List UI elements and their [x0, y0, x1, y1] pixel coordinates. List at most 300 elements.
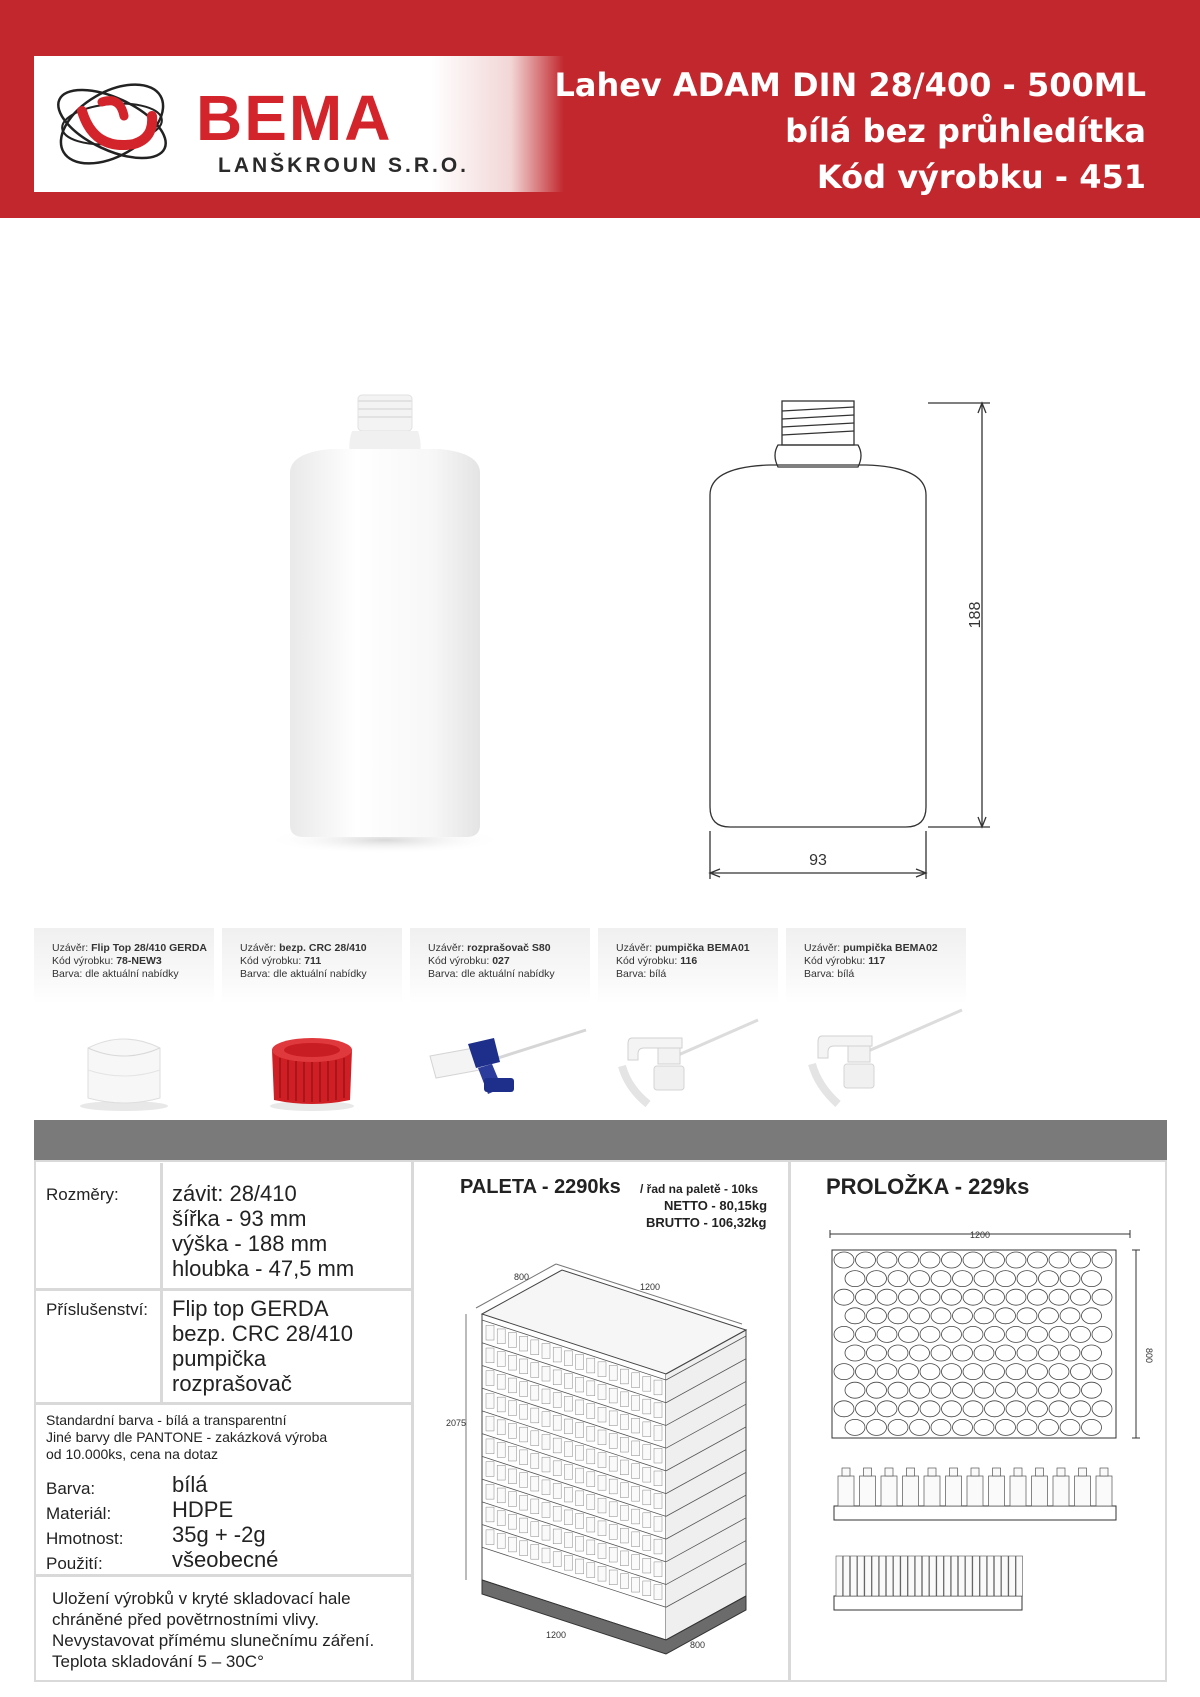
side-bottle	[843, 1556, 850, 1596]
accessory-color: dle aktuální nabídky	[85, 968, 179, 980]
interlayer-cell	[996, 1345, 1016, 1361]
bottle-photo	[260, 385, 510, 855]
interlayer-cell	[974, 1271, 994, 1287]
pallet-bottle	[620, 1483, 628, 1498]
interlayer-cell	[1082, 1419, 1102, 1435]
interlayer-cell	[1071, 1401, 1091, 1417]
accessory-color-label: Barva:	[616, 968, 647, 980]
pallet-bottle	[632, 1577, 640, 1592]
pallet-bottle	[542, 1548, 550, 1563]
pallet-bottle	[643, 1513, 651, 1528]
brand-name: BEMA	[196, 82, 393, 154]
pallet-bottle	[620, 1369, 628, 1384]
interlayer-cell	[1082, 1308, 1102, 1324]
pallet-bottle	[531, 1340, 539, 1355]
interlayer-cell	[931, 1382, 951, 1398]
dimension-height: výška - 188 mm	[172, 1231, 328, 1256]
pallet-bottle	[576, 1536, 584, 1551]
pallet-bottle	[643, 1536, 651, 1551]
interlayer-cell	[1039, 1271, 1059, 1287]
pallet-bottle	[587, 1449, 595, 1464]
interlayer-cell	[942, 1364, 962, 1380]
pallet-bottle	[531, 1522, 539, 1537]
side-bottle	[958, 1556, 965, 1596]
note-line: Standardní barva - bílá a transparentní	[46, 1412, 287, 1428]
pallet-bottle	[497, 1352, 505, 1367]
pallet-bottle	[564, 1510, 572, 1525]
pallet-bottle	[654, 1380, 662, 1395]
pallet-bottom-width-label: 1200	[546, 1630, 567, 1640]
side-bottle	[930, 1556, 937, 1596]
pallet-bottle	[587, 1426, 595, 1441]
pallet-bottle	[576, 1377, 584, 1392]
pallet-bottle	[576, 1423, 584, 1438]
pallet-bottle	[576, 1514, 584, 1529]
interlayer-cell	[834, 1252, 854, 1268]
interlayer-cell	[1092, 1289, 1112, 1305]
pallet-bottle	[486, 1416, 494, 1431]
pallet-bottle	[654, 1585, 662, 1600]
pallet-bottle	[508, 1514, 516, 1529]
pallet-bottle	[497, 1374, 505, 1389]
interlayer-title: PROLOŽKA - 229ks	[826, 1174, 1030, 1199]
interlayer-cell	[1039, 1419, 1059, 1435]
accessory-card	[786, 928, 966, 1004]
interlayer-cell	[1092, 1326, 1112, 1342]
pallet-bottle	[564, 1396, 572, 1411]
pallet-bottle	[542, 1434, 550, 1449]
pallet-bottle	[564, 1351, 572, 1366]
side-bottle-neck	[885, 1468, 893, 1476]
interlayer-cell	[1071, 1364, 1091, 1380]
column-divider	[411, 1160, 414, 1682]
side-bottle	[1016, 1556, 1023, 1596]
side-bottle-neck	[907, 1468, 915, 1476]
pallet-bottle	[497, 1397, 505, 1412]
pallet-bottle	[632, 1464, 640, 1479]
side-bottle	[989, 1476, 1005, 1506]
pallet-drawing	[446, 1250, 786, 1650]
pallet-bottle	[553, 1506, 561, 1521]
pallet-bottle	[486, 1484, 494, 1499]
pallet-bottle	[654, 1494, 662, 1509]
interlayer-cell	[834, 1326, 854, 1342]
side-bottle	[860, 1476, 876, 1506]
accessory-name: bezp. CRC 28/410	[279, 942, 367, 954]
interlayer-cell	[974, 1345, 994, 1361]
side-bottle	[915, 1556, 922, 1596]
interlayer-cell	[942, 1326, 962, 1342]
interlayer-cell	[920, 1289, 940, 1305]
dimension-depth: hloubka - 47,5 mm	[172, 1256, 355, 1281]
accessory-item: rozprašovač	[172, 1371, 292, 1396]
pallet-bottle	[643, 1467, 651, 1482]
interlayer-cell	[942, 1401, 962, 1417]
side-bottle	[872, 1556, 879, 1596]
pallet-bottle	[486, 1325, 494, 1340]
dimensions-label: Rozměry:	[46, 1185, 119, 1204]
note-line: chráněné před povětrnostními vlivy.	[52, 1610, 320, 1629]
pallet-bottle	[520, 1473, 528, 1488]
pallet-bottle	[497, 1420, 505, 1435]
accessory-pump-bema01[interactable]	[598, 928, 778, 1120]
interlayer-cell	[1028, 1252, 1048, 1268]
interlayer-cell	[931, 1308, 951, 1324]
pallet-bottle	[632, 1555, 640, 1570]
pallet-bottle	[508, 1469, 516, 1484]
pallet-bottle	[576, 1445, 584, 1460]
pallet-bottle	[587, 1381, 595, 1396]
interlayer-cell	[931, 1345, 951, 1361]
interlayer-cell	[1060, 1382, 1080, 1398]
accessory-name: rozprašovač S80	[467, 942, 551, 954]
pallet-bottle	[609, 1365, 617, 1380]
accessory-pump-bema02[interactable]	[786, 928, 966, 1120]
pallet-bottle	[654, 1471, 662, 1486]
pallet-bottle	[486, 1462, 494, 1477]
prop-label-weight: Hmotnost:	[46, 1529, 124, 1548]
pallet-bottle	[531, 1408, 539, 1423]
interlayer-cell	[1028, 1289, 1048, 1305]
crc-cap-icon	[222, 1008, 402, 1120]
interlayer-cell	[931, 1419, 951, 1435]
interlayer-cell	[920, 1252, 940, 1268]
accessory-label: Uzávěr:	[616, 942, 653, 954]
interlayer-cell	[845, 1345, 865, 1361]
pallet-bottle	[654, 1516, 662, 1531]
accessory-label: Uzávěr:	[52, 942, 89, 954]
interlayer-cell	[845, 1419, 865, 1435]
interlayer-cell	[910, 1271, 930, 1287]
accessory-color: dle aktuální nabídky	[461, 968, 555, 980]
interlayer-cell	[1071, 1326, 1091, 1342]
dimensions-values	[172, 1181, 354, 1281]
interlayer-cell	[910, 1308, 930, 1324]
pallet-bottle	[609, 1547, 617, 1562]
pallet-bottle	[643, 1558, 651, 1573]
cell-divider	[160, 1163, 163, 1402]
accessory-label: Uzávěr:	[428, 942, 465, 954]
pallet-bottle	[508, 1424, 516, 1439]
pallet-bottle	[553, 1461, 561, 1476]
pallet-bottle	[632, 1509, 640, 1524]
side-bottle	[838, 1476, 854, 1506]
pallet-bottle	[598, 1430, 606, 1445]
title-line-3: Kód výrobku - 451	[816, 158, 1146, 196]
accessory-card	[222, 928, 402, 1004]
side-bottle-neck	[993, 1468, 1001, 1476]
accessory-code-label: Kód výrobku:	[428, 955, 490, 967]
interlayer-cell	[1082, 1382, 1102, 1398]
interlayer-cell	[1028, 1401, 1048, 1417]
pallet-bottle	[542, 1525, 550, 1540]
pallet-bottle	[520, 1450, 528, 1465]
pallet-bottle	[598, 1566, 606, 1581]
interlayer-cell	[920, 1401, 940, 1417]
pallet-bottle	[486, 1530, 494, 1545]
interlayer-cell	[888, 1271, 908, 1287]
interlayer-cell	[899, 1252, 919, 1268]
interlayer-cell	[910, 1382, 930, 1398]
company-logo	[34, 56, 564, 192]
pallet-bottle	[576, 1400, 584, 1415]
accessory-code: 116	[680, 955, 698, 967]
interlayer-cell	[1006, 1401, 1026, 1417]
pallet-bottle	[632, 1396, 640, 1411]
pallet-bottle	[508, 1401, 516, 1416]
pallet-bottle	[497, 1465, 505, 1480]
pallet-bottle	[609, 1456, 617, 1471]
pallet-bottle	[508, 1537, 516, 1552]
interlayer-cell	[996, 1271, 1016, 1287]
pallet-bottle	[587, 1563, 595, 1578]
accessory-color-label: Barva:	[240, 968, 271, 980]
interlayer-cell	[1006, 1252, 1026, 1268]
pallet-bottle	[620, 1415, 628, 1430]
interlayer-cell	[877, 1289, 897, 1305]
pallet-bottle	[564, 1442, 572, 1457]
side-bottle	[881, 1476, 897, 1506]
interlayer-cell	[856, 1326, 876, 1342]
side-bottle-neck	[950, 1468, 958, 1476]
pallet-bottle	[643, 1490, 651, 1505]
accessory-trigger-sprayer[interactable]	[410, 928, 590, 1120]
interlayer-cell	[942, 1289, 962, 1305]
pallet-bottle	[598, 1475, 606, 1490]
pallet-bottle	[486, 1371, 494, 1386]
interlayer-cell	[1049, 1401, 1069, 1417]
interlayer-cell	[856, 1401, 876, 1417]
interlayer-cell	[996, 1308, 1016, 1324]
pallet-bottle	[576, 1491, 584, 1506]
interlayer-cell	[963, 1252, 983, 1268]
interlayer-cell	[985, 1364, 1005, 1380]
interlayer-cell	[1017, 1345, 1037, 1361]
pallet-bottle	[520, 1518, 528, 1533]
interlayer-cell	[1028, 1326, 1048, 1342]
dimension-thread: závit: 28/410	[172, 1181, 297, 1206]
accessory-code: 117	[868, 955, 886, 967]
pallet-bottle	[587, 1472, 595, 1487]
pallet-title: PALETA - 2290ks	[460, 1176, 621, 1198]
pallet-bottle	[531, 1431, 539, 1446]
pallet-bottle	[508, 1446, 516, 1461]
interlayer-cell	[920, 1326, 940, 1342]
side-bottle-neck	[1100, 1468, 1108, 1476]
properties-values	[172, 1472, 278, 1572]
side-bottle	[908, 1556, 915, 1596]
pallet-bottle	[576, 1468, 584, 1483]
accessory-card	[410, 928, 590, 1004]
interlayer-cell	[867, 1271, 887, 1287]
interlayer-depth-label: 800	[1144, 1348, 1154, 1364]
prop-value-color: bílá	[172, 1472, 208, 1497]
side-bottle	[1002, 1556, 1009, 1596]
interlayer-cell	[867, 1382, 887, 1398]
prop-value-material: HDPE	[172, 1497, 234, 1522]
side-bottle	[937, 1556, 944, 1596]
pallet-height-label: 2075	[446, 1418, 467, 1428]
interlayer-cell	[1049, 1326, 1069, 1342]
accessory-crc-cap[interactable]	[222, 928, 402, 1120]
row-divider	[36, 1402, 411, 1405]
brand-subtitle: LANŠKROUN S.R.O.	[218, 154, 470, 177]
pallet-bottle	[564, 1555, 572, 1570]
pallet-bottle	[531, 1476, 539, 1491]
interlayer-cell	[1060, 1419, 1080, 1435]
side-bottle	[973, 1556, 980, 1596]
pallet-bottle	[531, 1385, 539, 1400]
interlayer-cell	[963, 1326, 983, 1342]
pallet-bottle	[508, 1492, 516, 1507]
interlayer-cell	[1060, 1308, 1080, 1324]
pallet-bottle	[531, 1363, 539, 1378]
accessory-label: Uzávěr:	[240, 942, 277, 954]
pallet-netto: NETTO - 80,15kg	[664, 1198, 768, 1213]
properties-labels	[46, 1476, 123, 1576]
interlayer-cell	[953, 1419, 973, 1435]
title-line-2: bílá bez průhledítka	[785, 112, 1146, 150]
pallet-bottle	[598, 1544, 606, 1559]
accessory-code: 78-NEW3	[116, 955, 162, 967]
pallet-bottle	[620, 1574, 628, 1589]
pallet-bottle	[553, 1438, 561, 1453]
pallet-bottle	[564, 1465, 572, 1480]
interlayer-cell	[963, 1364, 983, 1380]
pallet-bottle	[531, 1544, 539, 1559]
pallet-bottle	[654, 1539, 662, 1554]
side-bottle	[980, 1556, 987, 1596]
pallet-bottle	[486, 1393, 494, 1408]
side-bottle	[1010, 1476, 1026, 1506]
interlayer-cell	[985, 1401, 1005, 1417]
pallet-bottle	[564, 1419, 572, 1434]
side-bottle-neck	[842, 1468, 850, 1476]
pallet-bottle	[553, 1552, 561, 1567]
pallet-bottle	[609, 1434, 617, 1449]
pallet-bottle	[542, 1480, 550, 1495]
interlayer-cell	[1039, 1308, 1059, 1324]
accessory-item: Flip top GERDA	[172, 1296, 329, 1321]
pallet-bottle	[609, 1502, 617, 1517]
accessory-name: pumpička BEMA01	[655, 942, 750, 954]
interlayer-cell	[888, 1345, 908, 1361]
interlayer-cell	[867, 1345, 887, 1361]
accessory-code-label: Kód výrobku:	[616, 955, 678, 967]
interlayer-cell	[985, 1326, 1005, 1342]
interlayer-cell	[1006, 1289, 1026, 1305]
pallet-bottle	[542, 1389, 550, 1404]
interlayer-cell	[856, 1289, 876, 1305]
interlayer-side-view	[834, 1468, 1116, 1520]
side-bottle	[922, 1556, 929, 1596]
interlayer-cell	[845, 1382, 865, 1398]
interlayer-cell	[963, 1401, 983, 1417]
interlayer-cell	[1060, 1271, 1080, 1287]
pallet-bottle	[654, 1562, 662, 1577]
interlayer-cell	[856, 1252, 876, 1268]
pallet-bottle	[542, 1503, 550, 1518]
prop-value-usage: všeobecné	[172, 1547, 279, 1572]
pallet-bottle	[531, 1499, 539, 1514]
pump-dispenser-icon	[598, 1008, 778, 1120]
accessory-color-label: Barva:	[428, 968, 459, 980]
interlayer-cell	[899, 1401, 919, 1417]
section-divider-bar	[34, 1120, 1167, 1160]
storage-note	[52, 1588, 374, 1672]
interlayer-cell	[1082, 1271, 1102, 1287]
side-bottle-neck	[864, 1468, 872, 1476]
note-line: Uložení výrobků v kryté skladovací hale	[52, 1589, 351, 1608]
side-bottle	[1032, 1476, 1048, 1506]
pallet-bottle	[643, 1399, 651, 1414]
pallet-bottle	[587, 1358, 595, 1373]
side-bottle-neck	[1014, 1468, 1022, 1476]
interlayer-cell	[834, 1289, 854, 1305]
side-bottle	[1009, 1556, 1016, 1596]
pallet-bottle	[632, 1532, 640, 1547]
accessory-code-label: Kód výrobku:	[804, 955, 866, 967]
interlayer-drawing	[820, 1226, 1154, 1676]
interlayer-cell	[1060, 1345, 1080, 1361]
pallet-bottle	[564, 1533, 572, 1548]
trigger-sprayer-icon	[410, 1008, 590, 1120]
height-dimension-label: 188	[967, 601, 984, 629]
side-bottle	[951, 1556, 958, 1596]
side-bottle	[1096, 1476, 1112, 1506]
pallet-bottle	[632, 1441, 640, 1456]
pallet-bottle	[587, 1540, 595, 1555]
interlayer-cell	[1071, 1289, 1091, 1305]
pallet-bottle	[497, 1329, 505, 1344]
header-banner	[0, 0, 1200, 218]
interlayer-cell	[867, 1308, 887, 1324]
interlayer-cell	[877, 1326, 897, 1342]
accessory-flip-top[interactable]	[34, 928, 214, 1120]
interlayer-cell	[963, 1289, 983, 1305]
interlayer-cell	[996, 1382, 1016, 1398]
pallet-bottle	[620, 1505, 628, 1520]
interlayer-cell	[996, 1419, 1016, 1435]
interlayer-side-view-2	[834, 1556, 1023, 1610]
side-bottle	[944, 1556, 951, 1596]
pallet-bottle	[564, 1374, 572, 1389]
pallet-bottle	[654, 1448, 662, 1463]
interlayer-cell	[1039, 1382, 1059, 1398]
interlayer-tray	[834, 1596, 1022, 1610]
accessory-item: pumpička	[172, 1346, 267, 1371]
accessory-color-label: Barva:	[804, 968, 835, 980]
side-bottle	[850, 1556, 857, 1596]
pallet-bottle	[620, 1551, 628, 1566]
pallet-bottle	[643, 1445, 651, 1460]
pallet-bottle	[497, 1511, 505, 1526]
flip-top-cap-icon	[34, 1008, 214, 1120]
interlayer-cell	[953, 1345, 973, 1361]
side-bottle	[858, 1556, 865, 1596]
pallet-bottle	[620, 1528, 628, 1543]
interlayer-cell	[877, 1252, 897, 1268]
interlayer-cell	[888, 1308, 908, 1324]
accessory-name: Flip Top 28/410 GERDA	[91, 942, 208, 954]
interlayer-cells	[834, 1252, 1112, 1435]
pallet-bottle	[486, 1348, 494, 1363]
pallet-bottle	[497, 1443, 505, 1458]
interlayer-cell	[888, 1382, 908, 1398]
title-line-1: Lahev ADAM DIN 28/400 - 500ML	[554, 66, 1146, 104]
interlayer-cell	[974, 1419, 994, 1435]
interlayer-cell	[910, 1419, 930, 1435]
